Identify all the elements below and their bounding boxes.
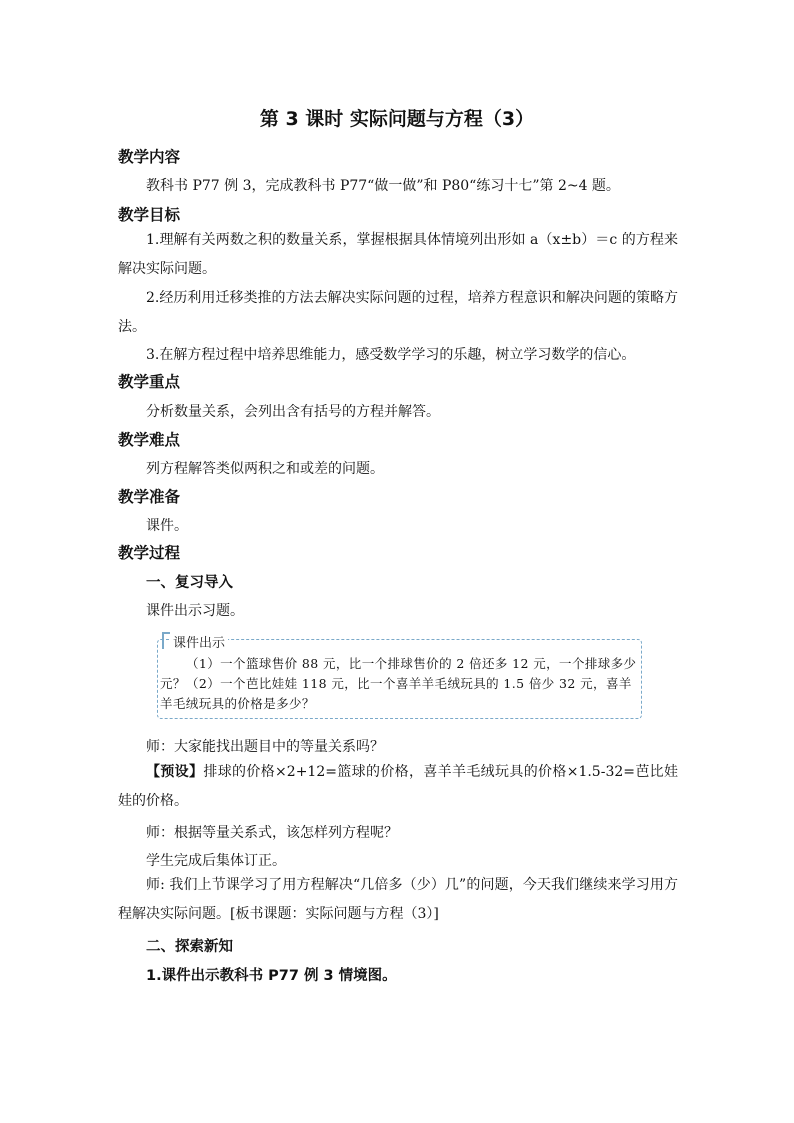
teacher-line-3: 师: 我们上节课学习了用方程解决“几倍多（少）几”的问题，今天我们继续来学习用方程解决实际问题。[板书课题：实际问题与方程（3）]	[118, 877, 678, 922]
difficulties-text: 列方程解答类似两积之和或差的问题。	[146, 461, 384, 477]
key-points-heading: 教学重点	[118, 373, 181, 391]
courseware-box-tab	[162, 632, 170, 649]
goal-item-3: 3.在解方程过程中培养思维能力，感受数学学习的乐趣，树立学习数学的信心。	[146, 347, 636, 363]
courseware-question-1: （1）一个篮球售价 88 元，比一个排球售价的 2 倍还多 12 元，一个排球多少元？	[160, 656, 637, 691]
courseware-label: 课件出示	[170, 632, 228, 651]
teacher-line-1: 师：大家能找出题目中的等量关系吗？	[146, 739, 384, 755]
lesson-title: 第 3 课时 实际问题与方程（3）	[259, 108, 535, 130]
content-heading: 教学内容	[118, 148, 181, 166]
process-line-1: 课件出示习题。	[146, 603, 244, 619]
goal-item-2: 2.经历利用迁移类推的方法去解决实际问题的过程，培养方程意识和解决问题的策略方法。	[118, 290, 678, 335]
student-line: 学生完成后集体订正。	[146, 853, 286, 869]
preset-label: 【预设】	[146, 764, 204, 780]
preset-text: 排球的价格×2+12=篮球的价格，喜羊羊毛绒玩具的价格×1.5-32=芭比娃娃的价格。	[118, 764, 679, 809]
step-1: 1.课件出示教科书 P77 例 3 情境图。	[146, 968, 397, 984]
goal-item-1: 1.理解有关两数之积的数量关系，掌握根据具体情境列出形如 a（x±b）＝c 的方程来解决实际问题。	[118, 232, 678, 277]
difficulties-heading: 教学难点	[118, 431, 181, 449]
process-heading: 教学过程	[118, 544, 181, 562]
preset-paragraph	[118, 758, 678, 816]
key-points-text: 分析数量关系，会列出含有括号的方程并解答。	[146, 404, 440, 420]
section-explore-new: 二、探索新知	[146, 939, 233, 955]
content-text: 教科书 P77 例 3，完成教科书 P77“做一做”和 P80“练习十七”第 2~4 题。	[146, 178, 620, 194]
preparation-heading: 教学准备	[118, 488, 181, 506]
courseware-question-2: （2）一个芭比娃娃 118 元，比一个喜羊羊毛绒玩具的 1.5 倍少 32 元，喜羊羊毛绒玩具的价格是多少？	[160, 676, 632, 711]
teacher-line-2: 师：根据等量关系式，该怎样列方程呢？	[146, 825, 398, 841]
section-review-intro: 一、复习导入	[146, 575, 233, 591]
preparation-text: 课件。	[146, 518, 188, 534]
goals-heading: 教学目标	[118, 206, 181, 224]
